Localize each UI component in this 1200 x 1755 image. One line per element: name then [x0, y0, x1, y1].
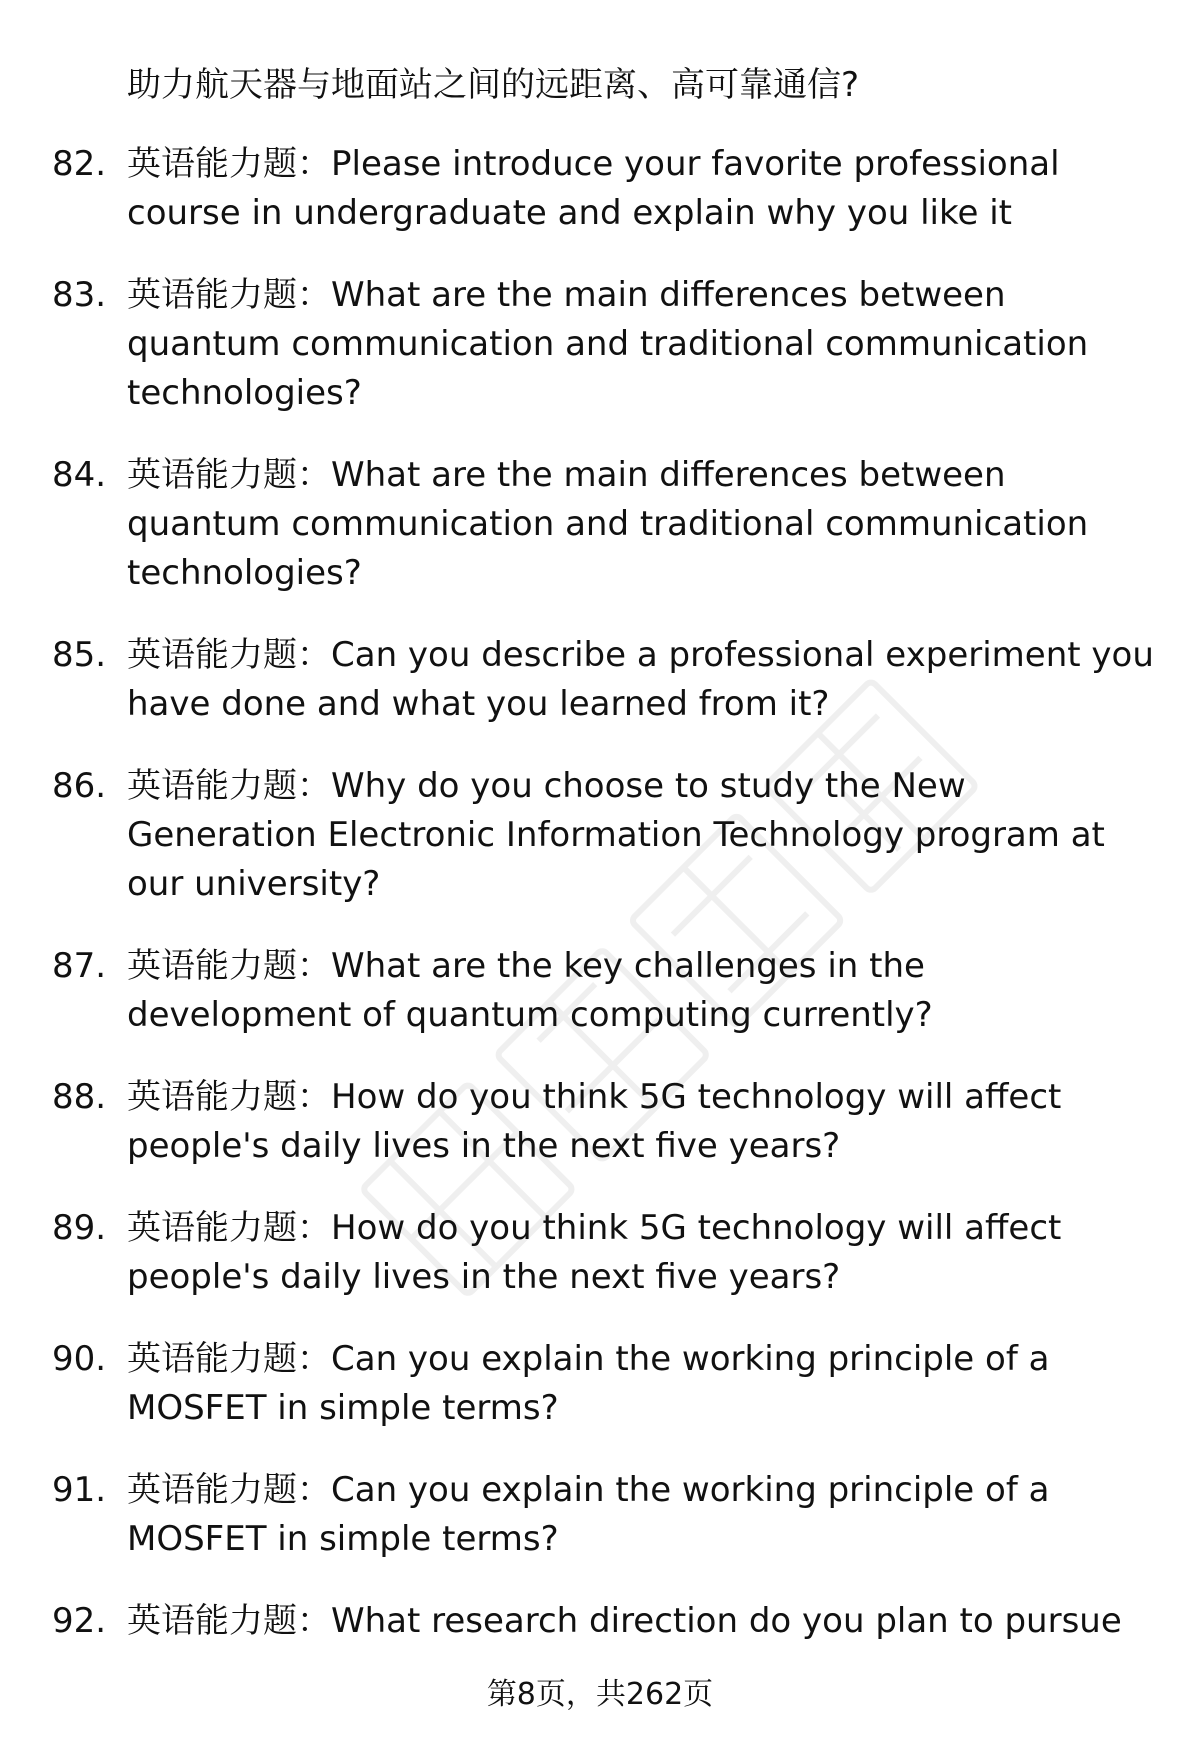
question-number: 82. [52, 144, 107, 184]
question-item [0, 942, 1200, 1040]
question-text: 英语能力题：What are the main differences between quantum communication and traditional communication technologies? [127, 455, 1089, 593]
question-text: 英语能力题：How do you think 5G technology will affect people's daily lives in the next five years? [127, 1077, 1062, 1166]
question-item [0, 1466, 1200, 1564]
question-text: 英语能力题：Why do you choose to study the New Generation Electronic Information Technology program at our university? [127, 766, 1105, 904]
question-text: 英语能力题：Can you explain the working principle of a MOSFET in simple terms? [127, 1339, 1050, 1428]
question-item [0, 1597, 1200, 1646]
question-number: 88. [52, 1077, 107, 1117]
question-item [0, 1204, 1200, 1302]
question-number: 83. [52, 275, 107, 315]
question-text: 英语能力题：How do you think 5G technology will affect people's daily lives in the next five years? [127, 1208, 1062, 1297]
question-number: 87. [52, 946, 107, 986]
question-item [0, 1335, 1200, 1433]
question-text: 英语能力题：Please introduce your favorite professional course in undergraduate and explain why you like it [127, 144, 1060, 233]
question-item [0, 140, 1200, 238]
question-item [0, 1073, 1200, 1171]
question-text: 英语能力题：Can you explain the working principle of a MOSFET in simple terms? [127, 1470, 1050, 1559]
question-item [0, 631, 1200, 729]
question-item [0, 451, 1200, 598]
question-item [0, 762, 1200, 909]
question-number: 84. [52, 455, 107, 495]
question-number: 89. [52, 1208, 107, 1248]
question-number: 86. [52, 766, 107, 806]
question-number: 85. [52, 635, 107, 675]
question-text: 英语能力题：What research direction do you plan to pursue [127, 1601, 1122, 1641]
page-number-footer: 第8页，共262页 [486, 1677, 714, 1712]
question-number: 92. [52, 1601, 107, 1641]
question-number: 90. [52, 1339, 107, 1379]
continuation-text: 助力航天器与地面站之间的远距离、高可靠通信? [127, 65, 860, 105]
question-item [0, 271, 1200, 418]
question-text: 英语能力题：Can you describe a professional experiment you have done and what you learned from it? [127, 635, 1154, 724]
question-number: 91. [52, 1470, 107, 1510]
question-text: 英语能力题：What are the key challenges in the development of quantum computing currently? [127, 946, 933, 1035]
question-list [0, 140, 1200, 1679]
question-text: 英语能力题：What are the main differences between quantum communication and traditional communication technologies? [127, 275, 1089, 413]
